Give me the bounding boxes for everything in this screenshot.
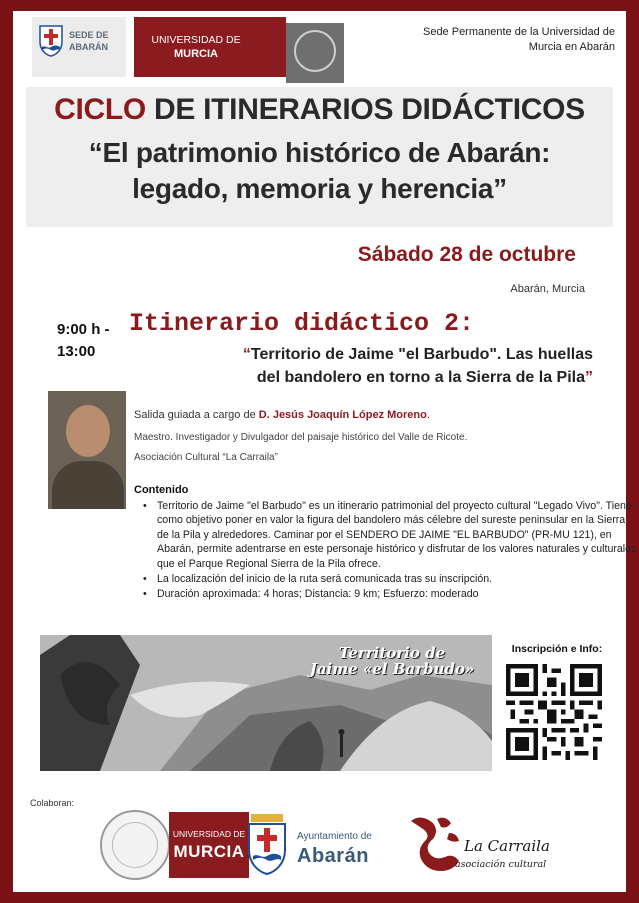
list-item: • Duración aproximada: 4 horas; Distancia: 9 km; Esfuerzo: moderado [157, 587, 637, 601]
event-place: Abarán, Murcia [510, 283, 585, 295]
open-quote: “ [242, 346, 251, 363]
um-footer-logo [169, 812, 249, 878]
sede-text-line1: Sede Permanente de la Universidad de [422, 26, 615, 38]
guide-face [66, 405, 110, 457]
title-block [26, 87, 613, 227]
colaboran-label: Colaboran: [30, 798, 75, 808]
la-carraila-subtitle: asociación cultural [455, 859, 547, 870]
illustration-caption [292, 645, 492, 677]
close-quote: ” [585, 369, 593, 386]
guide-intro: Salida guiada a cargo de [134, 409, 259, 421]
contenido-heading: Contenido [134, 484, 189, 496]
guide-shirt [52, 461, 124, 509]
sede-logo-line2: ABARÁN [69, 42, 108, 52]
itinerary-subtitle-line2 [153, 366, 593, 389]
ayuntamiento-shield-icon [245, 810, 289, 876]
um-logo-line1: UNIVERSIDAD DE [151, 34, 241, 46]
cycle-title [26, 93, 613, 127]
guide-association: Asociación Cultural “La Carraila” [134, 452, 278, 463]
um-seal-icon [294, 30, 336, 72]
abaran-shield-icon [39, 25, 63, 57]
sede-permanente-text [415, 25, 615, 55]
cycle-subtitle-line2: legado, memoria y herencia” [132, 173, 507, 204]
sede-logo-line1: SEDE DE [69, 30, 109, 40]
sede-logo-text [69, 29, 109, 53]
inscripcion-label: Inscripción e Info: [511, 643, 603, 655]
um-seal-inner-icon [112, 822, 158, 868]
itinerary-subtitle-line1 [153, 343, 593, 366]
qr-code-icon[interactable] [506, 664, 602, 760]
itinerary-title: Itinerario didáctico 2: [129, 309, 475, 338]
sede-abaran-logo [32, 17, 126, 77]
cycle-title-rest: DE ITINERARIOS DIDÁCTICOS [154, 93, 585, 126]
cycle-subtitle [26, 135, 613, 207]
um-logo-text [146, 33, 246, 61]
caption-line1: Territorio de [338, 644, 446, 662]
poster [13, 11, 637, 892]
sede-text-line2: Murcia en Abarán [528, 41, 615, 53]
guide-name: D. Jesús Joaquín López Moreno [258, 409, 427, 421]
um-logo-line2: MURCIA [174, 48, 218, 60]
la-carraila-name: La Carraila [464, 837, 550, 855]
event-date: Sábado 28 de octubre [357, 243, 576, 266]
guide-line [134, 409, 604, 421]
caption-line2: Jaime «el Barbudo» [309, 660, 475, 678]
guide-photo [48, 391, 126, 509]
um-seal-footer-logo [100, 810, 170, 880]
list-item: • Territorio de Jaime "el Barbudo" es un itinerario patrimonial del proyecto cultural "Legado Vivo". Tiene como objetivo poner en valor la figura del bandolero más célebre del sureste peninsular en la Sierra de la Pila y alrededores. Caminar por el SENDERO DE JAIME "EL BARBUDO" (PR-MU 121), en Abarán, permite adentrarse en este personaje histórico y disfrutar de los valores naturales y culturales que el Parque Regional Sierra de la Pila ofrece. [157, 499, 637, 571]
guide-role: Maestro. Investigador y Divulgador del paisaje histórico del Valle de Ricote. [134, 432, 468, 443]
um-seal-box [286, 23, 344, 83]
ayuntamiento-label: Ayuntamiento de [297, 831, 372, 842]
um-footer-line2: MURCIA [173, 842, 245, 861]
subtitle-line2-text: del bandolero en torno a la Sierra de la Pila [256, 369, 585, 386]
cycle-title-highlight: CICLO [54, 93, 146, 126]
time-start: 9:00 h - [57, 321, 110, 338]
itinerary-subtitle [153, 343, 593, 389]
universidad-murcia-logo [134, 17, 286, 77]
list-item: • La localización del inicio de la ruta será comunicada tras su inscripción. [157, 572, 637, 586]
um-footer-line1: UNIVERSIDAD DE [172, 829, 246, 839]
subtitle-line1-text: Territorio de Jaime "el Barbudo". Las huellas [250, 346, 593, 363]
time-end: 13:00 [57, 343, 96, 360]
guide-intro-end: . [426, 409, 430, 421]
route-illustration [40, 635, 492, 771]
cycle-subtitle-line1: “El patrimonio histórico de Abarán: [88, 137, 551, 168]
ayuntamiento-name: Abarán [297, 845, 369, 867]
contenido-list [134, 499, 637, 603]
